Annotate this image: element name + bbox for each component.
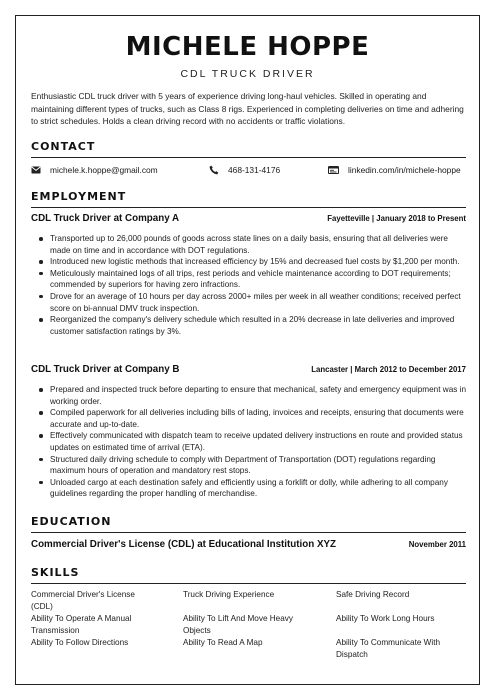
education-degree: Commercial Driver's License (CDL) at Educational Institution XYZ: [31, 539, 337, 550]
employment-heading: EMPLOYMENT: [31, 190, 466, 208]
job-meta: Fayetteville | January 2018 to Present: [327, 214, 466, 223]
skill-item: Commercial Driver's License (CDL): [31, 590, 135, 611]
list-item: Transported up to 26,000 pounds of goods across state lines on a daily basis, ensuring that all deliveries were made on time and in accordance with DOT regulations.: [31, 233, 466, 256]
job-bullets: [31, 384, 466, 500]
skill-item: Truck Driving Experience: [183, 590, 275, 599]
resume-page: [15, 15, 480, 685]
skills-heading: SKILLS: [31, 566, 466, 584]
education-entry: [31, 539, 466, 553]
job-bullets: [31, 233, 466, 337]
linkedin-icon: [328, 166, 339, 174]
job-role: CDL Truck Driver at Company B: [31, 364, 180, 375]
skill-item: Ability To Lift And Move Heavy Objects: [183, 614, 293, 635]
contact-phone-text: 468-131-4176: [228, 165, 281, 175]
job-header: [31, 213, 466, 227]
list-item: Structured daily driving schedule to comply with Department of Transportation (DOT) regulations regarding maximum hours of operation and mandatory rest stops.: [31, 454, 466, 477]
skill-item: Safe Driving Record: [336, 590, 410, 599]
skill-item: Ability To Operate A Manual Transmission: [31, 614, 132, 635]
job-header: [31, 364, 466, 378]
list-item: Introduced new logistic methods that increased efficiency by 15% and decreased fuel costs by $1,200 per month.: [31, 256, 466, 268]
phone-icon: [209, 165, 219, 175]
contact-linkedin[interactable]: [328, 165, 461, 175]
skill-item: Ability To Work Long Hours: [336, 614, 435, 623]
list-item: Effectively communicated with dispatch team to receive updated delivery instructions en route and provided status updates on estimated time of arrival (ETA).: [31, 430, 466, 453]
skill-item: Ability To Read A Map: [183, 638, 263, 647]
list-item: Reorganized the company's delivery schedule which resulted in a 20% decrease in late deliveries and improved customer satisfaction ratings by 3%.: [31, 314, 466, 337]
email-icon: [31, 166, 41, 174]
list-item: Prepared and inspected truck before departing to ensure that mechanical, safety and emergency equipment was in working order.: [31, 384, 466, 407]
contact-phone[interactable]: [209, 165, 280, 175]
skill-item: Ability To Follow Directions: [31, 638, 129, 647]
list-item: Meticulously maintained logs of all trips, rest periods and vehicle maintenance according to DOT requirements; commended by superiors for having zero infractions.: [31, 268, 466, 291]
contact-row: [31, 165, 466, 179]
education-date: November 2011: [408, 540, 466, 549]
job-meta: Lancaster | March 2012 to December 2017: [311, 365, 466, 374]
job-role: CDL Truck Driver at Company A: [31, 213, 180, 224]
candidate-name: MICHELE HOPPE: [125, 32, 370, 62]
list-item: Compiled paperwork for all deliveries including bills of lading, invoices and receipts, ensuring that documents were accurate and up-to-date.: [31, 407, 466, 430]
contact-email[interactable]: [31, 165, 158, 175]
contact-heading: CONTACT: [31, 140, 466, 158]
contact-linkedin-text: linkedin.com/in/michele-hoppe: [348, 165, 461, 175]
summary-paragraph: Enthusiastic CDL truck driver with 5 years of experience driving long-haul vehicles. Skilled in operating and maintaining different types of trucks, such as Class 8 rigs. Experienced in completing deliveries on time and adhering to strict schedules. Holds a clean driving record with no accidents or traffic violations.: [31, 91, 464, 126]
list-item: Drove for an average of 10 hours per day across 2000+ miles per week in all weather conditions; received perfect score on bi-annual DMV truck inspection.: [31, 291, 466, 314]
candidate-title: CDL TRUCK DRIVER: [180, 68, 315, 80]
skill-item: Ability To Communicate With Dispatch: [336, 638, 441, 659]
list-item: Unloaded cargo at each destination safely and efficiently using a forklift or dolly, while adhering to all company guidelines regarding the proper handling of merchandise.: [31, 477, 466, 500]
education-heading: EDUCATION: [31, 515, 466, 533]
contact-email-text: michele.k.hoppe@gmail.com: [50, 165, 158, 175]
